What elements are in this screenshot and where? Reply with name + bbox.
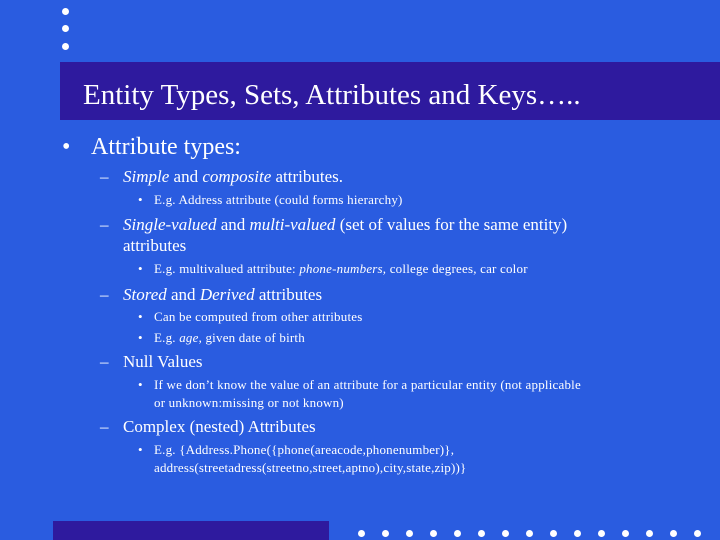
item-text: (set of values for the same entity): [335, 215, 568, 234]
sub-item-text: E.g. {Address.Phone({phone(areacode,phonenumber)},: [154, 442, 455, 457]
sub-item-text: If we don’t know the value of an attribute for a particular entity (not applicable: [154, 377, 581, 392]
decorative-dot: [62, 43, 69, 50]
dash-symbol: –: [100, 285, 109, 304]
sub-item-text: Can be computed from other attributes: [154, 309, 363, 324]
decorative-dot: [622, 530, 629, 537]
item-single-multi: [123, 214, 567, 235]
decorative-dot: [670, 530, 677, 537]
item-italic: multi-valued: [249, 215, 336, 234]
sub-text: , given date of birth: [198, 330, 305, 345]
sub-item-text-line2: address(streetadress(streetno,street,aptno),city,state,zip))}: [154, 460, 467, 475]
decorative-dot: [454, 530, 461, 537]
slide-title: Entity Types, Sets, Attributes and Keys…..: [83, 79, 581, 111]
item-text: and: [166, 285, 200, 304]
decorative-dot: [478, 530, 485, 537]
item-text-line2: attributes: [123, 236, 187, 255]
item-complex-attributes: Complex (nested) Attributes: [123, 417, 316, 436]
sub-item-text: E.g. Address attribute (could forms hierarchy): [154, 192, 403, 207]
decorative-dot: [526, 530, 533, 537]
decorative-dot: [430, 530, 437, 537]
decorative-dot: [406, 530, 413, 537]
item-italic: Single-valued: [123, 215, 217, 234]
dash-symbol: –: [100, 352, 109, 371]
item-text: attributes.: [271, 167, 344, 186]
sub-item-text: [154, 329, 305, 346]
decorative-dot: [574, 530, 581, 537]
sub-italic: age: [179, 330, 199, 345]
item-null-values: Null Values: [123, 352, 203, 371]
sub-italic: phone-numbers,: [299, 261, 387, 276]
sub-bullet-symbol: •: [138, 192, 143, 207]
bottom-bar: [53, 521, 329, 540]
item-text: attributes: [254, 285, 323, 304]
decorative-dot: [694, 530, 701, 537]
item-text: and: [216, 215, 250, 234]
item-italic: composite: [202, 167, 272, 186]
item-text: and: [169, 167, 203, 186]
sub-text: college degrees, car color: [386, 261, 528, 276]
item-simple-composite: [123, 166, 343, 187]
dash-symbol: –: [100, 417, 109, 436]
sub-item-text: [154, 260, 528, 277]
decorative-dot: [62, 8, 69, 15]
decorative-dot: [598, 530, 605, 537]
sub-bullet-symbol: •: [138, 261, 143, 276]
item-italic: Derived: [199, 285, 255, 304]
dash-symbol: –: [100, 167, 109, 186]
dash-symbol: –: [100, 215, 109, 234]
decorative-dot: [382, 530, 389, 537]
sub-bullet-symbol: •: [138, 330, 143, 345]
decorative-dot: [646, 530, 653, 537]
sub-bullet-symbol: •: [138, 442, 143, 457]
sub-item-text-line2: or unknown:missing or not known): [154, 395, 344, 410]
sub-text: E.g.: [154, 330, 180, 345]
sub-text: E.g. multivalued attribute:: [154, 261, 300, 276]
item-italic: Simple: [123, 167, 170, 186]
sub-bullet-symbol: •: [138, 309, 143, 324]
decorative-dot: [550, 530, 557, 537]
main-bullet-symbol: •: [62, 134, 71, 160]
main-bullet-text: Attribute types:: [91, 134, 241, 160]
decorative-dot: [358, 530, 365, 537]
sub-bullet-symbol: •: [138, 377, 143, 392]
decorative-dot: [502, 530, 509, 537]
item-italic: Stored: [123, 285, 167, 304]
item-stored-derived: [123, 284, 322, 305]
decorative-dot: [62, 25, 69, 32]
